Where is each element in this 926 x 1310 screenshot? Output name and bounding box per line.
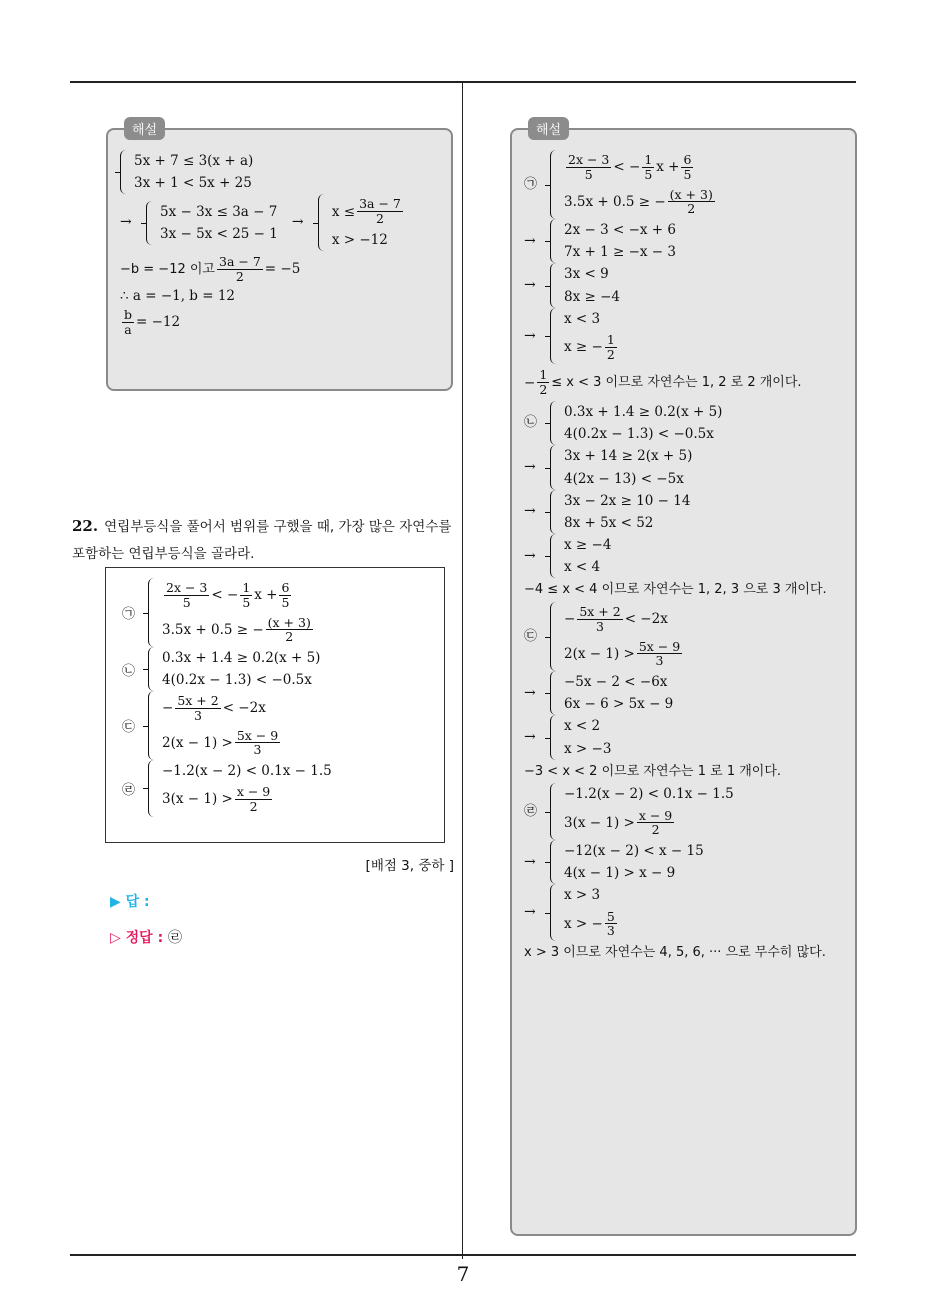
ratio-right: = −12	[136, 313, 181, 330]
numerator: x − 9	[236, 784, 271, 799]
line	[564, 185, 717, 220]
arrow-icon: →	[524, 547, 536, 564]
sol-a-3	[524, 263, 845, 307]
b-line-left: −b = −12 이고	[120, 261, 215, 277]
numerator: 2x − 3	[568, 152, 610, 167]
text: < −2x	[222, 700, 266, 717]
choice-mark: ㉢	[524, 628, 538, 644]
brace	[318, 194, 326, 251]
text: < −	[211, 587, 239, 604]
line: 2x − 3 < −x + 6	[564, 222, 676, 238]
numerator: 1	[539, 367, 548, 383]
choice4-line2	[162, 782, 332, 817]
line	[564, 602, 684, 637]
brace	[550, 715, 558, 759]
fraction	[240, 581, 252, 610]
numerator: 1	[242, 580, 251, 595]
numerator: 5	[606, 908, 615, 924]
sol-d-conclusion: x > 3 이므로 자연수는 4, 5, 6, ··· 으로 무수히 많다.	[524, 945, 826, 961]
numerator: 2x − 3	[166, 580, 208, 595]
sol-d-2	[524, 840, 845, 884]
choice-mark: ㉡	[524, 415, 538, 431]
brace	[550, 602, 558, 671]
sol-d-3	[524, 884, 845, 941]
choice1-line2	[162, 613, 315, 648]
sol-d-1	[524, 783, 845, 840]
sol-b-3	[524, 490, 845, 534]
line: 3x − 2x ≥ 10 − 14	[564, 492, 691, 509]
line: x > 3	[564, 887, 601, 904]
line: 4(0.2x − 1.3) < −0.5x	[564, 426, 714, 443]
choices-content	[122, 578, 332, 817]
sys2-line2: 3x − 5x < 25 − 1	[160, 225, 278, 242]
text: x > −	[564, 915, 603, 932]
sol-a-1	[524, 150, 845, 219]
line	[564, 150, 717, 185]
fraction	[668, 188, 715, 217]
brace	[148, 578, 156, 647]
denominator: 3	[253, 742, 262, 758]
line: x < 2	[564, 718, 601, 735]
line: −5x − 2 < −6x	[564, 674, 668, 691]
line: 7x + 1 ≥ −x − 3	[564, 244, 676, 261]
top-rule	[70, 81, 856, 83]
fraction	[235, 785, 272, 814]
sol-a-conclusion	[524, 368, 845, 397]
choice3-line1	[162, 691, 282, 726]
fraction	[217, 255, 263, 284]
denominator: 2	[651, 822, 660, 838]
sol-b-conclusion: −4 ≤ x < 4 이므로 자연수는 1, 2, 3 으로 3 개이다.	[524, 582, 827, 598]
sol-c-1	[524, 602, 845, 671]
choice3-line2	[162, 726, 282, 761]
choice-mark: ㉠	[122, 607, 136, 622]
fraction	[577, 605, 622, 634]
text: x ≥ −	[564, 339, 603, 356]
arrow-icon: →	[120, 214, 132, 231]
denominator: 2	[235, 268, 244, 284]
question-text: 연립부등식을 풀어서 범위를 구했을 때, 가장 많은 자연수를 포함하는 연립부등식을 골라라.	[72, 519, 452, 562]
arrow-icon: →	[524, 684, 536, 701]
line: x < 3	[564, 310, 601, 327]
denominator: 5	[584, 166, 593, 182]
brace	[550, 534, 558, 578]
choice-mark: ㉡	[122, 663, 136, 679]
numerator: 3a − 7	[359, 196, 401, 212]
fraction	[175, 694, 220, 723]
line: −12(x − 2) < x − 15	[564, 843, 704, 860]
text: 3(x − 1) >	[564, 814, 635, 831]
brace	[120, 150, 128, 194]
denominator: 5	[281, 594, 290, 610]
numerator: 5x + 2	[177, 693, 219, 708]
fraction	[605, 910, 617, 939]
numerator: 5x + 2	[579, 604, 621, 620]
fraction	[605, 333, 617, 362]
numerator: 6	[683, 152, 692, 167]
arrow-icon: →	[524, 459, 536, 476]
text: 3.5x + 0.5 ≥ −	[162, 621, 264, 638]
column-divider	[462, 83, 463, 1259]
text: x +	[656, 159, 680, 176]
fraction	[537, 368, 549, 397]
numerator: 5x − 9	[236, 727, 279, 743]
therefore-line: ∴ a = −1, b = 12	[120, 287, 236, 304]
arrow-icon: →	[524, 904, 536, 921]
line	[564, 637, 684, 672]
system-2-3	[120, 194, 441, 251]
line: x < 4	[564, 559, 601, 576]
denominator: 2	[285, 629, 294, 645]
line: 3x + 14 ≥ 2(x + 5)	[564, 448, 693, 465]
sys1-line2: 3x + 1 < 5x + 25	[134, 175, 252, 192]
arrow-icon: →	[524, 327, 536, 344]
b-line	[120, 255, 441, 284]
fraction	[357, 197, 403, 226]
denominator: 5	[683, 166, 692, 182]
denominator: 2	[375, 211, 384, 227]
numerator: (x + 3)	[267, 614, 311, 630]
text: −	[524, 374, 536, 391]
line	[564, 907, 619, 942]
text: x +	[254, 587, 278, 604]
sol-a-2	[524, 219, 845, 263]
arrow-icon: →	[291, 214, 304, 231]
sol-b-4	[524, 534, 845, 578]
page-number: 7	[456, 1262, 470, 1286]
choice-2	[122, 647, 332, 691]
denominator: 5	[644, 166, 653, 182]
brace	[550, 783, 558, 840]
text: −	[162, 700, 174, 717]
fraction	[681, 153, 693, 182]
sol-c-3	[524, 715, 845, 759]
line: 4(x − 1) > x − 9	[564, 865, 676, 882]
text: 3(x − 1) >	[162, 791, 233, 808]
numerator: 5x − 9	[638, 638, 681, 654]
line: x > −3	[564, 740, 612, 757]
line: 8x ≥ −4	[564, 288, 620, 305]
line: 4(2x − 13) < −5x	[564, 470, 684, 487]
denominator: 2	[249, 798, 258, 814]
sol-c-2	[524, 671, 845, 715]
line: x ≥ −4	[564, 537, 612, 554]
choice-mark: ㉣	[122, 782, 136, 798]
sol-a-4	[524, 308, 845, 365]
brace	[550, 219, 558, 263]
choice-mark: ㉠	[524, 176, 538, 192]
arrow-icon: →	[524, 503, 536, 520]
sol-b-2	[524, 445, 845, 489]
line	[564, 330, 619, 365]
brace	[148, 691, 156, 760]
denominator: 3	[194, 707, 202, 723]
b-line-right: = −5	[264, 261, 301, 278]
sys3-line2: x > −12	[331, 231, 388, 248]
line: 3x < 9	[564, 266, 609, 283]
left-solution-box	[106, 123, 453, 391]
text: 2(x − 1) >	[564, 645, 635, 662]
text: 2(x − 1) >	[162, 734, 233, 751]
denominator: 2	[606, 346, 615, 362]
choice1-line1	[162, 578, 315, 613]
denominator: 3	[606, 923, 615, 939]
sys2-line1: 5x − 3x ≤ 3a − 7	[160, 203, 278, 220]
solution-tag: 해설	[124, 117, 165, 140]
solution-tag: 해설	[528, 117, 569, 140]
fraction	[122, 308, 134, 337]
correct-answer-value: ㉣	[168, 930, 183, 946]
choice-mark: ㉣	[524, 803, 538, 819]
denominator: 2	[539, 382, 548, 398]
brace	[550, 671, 558, 715]
numerator: b	[124, 306, 133, 322]
correct-answer	[110, 927, 182, 947]
line	[564, 806, 734, 841]
right-solution-content	[524, 150, 845, 965]
numerator: 3a − 7	[219, 254, 261, 270]
text: ≤ x < 3 이므로 자연수는 1, 2 로 2 개이다.	[551, 374, 802, 390]
arrow-icon: →	[524, 729, 536, 746]
denominator: 3	[596, 618, 604, 634]
choice-mark: ㉢	[122, 720, 136, 735]
left-solution-content	[120, 150, 441, 340]
choice-3	[122, 691, 332, 760]
ratio-line	[120, 308, 441, 337]
brace	[148, 760, 156, 817]
points-label: [배점 3, 중하 ]	[365, 858, 454, 874]
fraction	[235, 729, 280, 758]
numerator: x − 9	[638, 807, 673, 823]
sol-b-1	[524, 401, 845, 445]
fraction	[637, 640, 682, 669]
denominator: a	[124, 321, 132, 337]
denominator: 2	[687, 201, 696, 217]
denominator: 5	[242, 594, 251, 610]
choice-1	[122, 578, 332, 647]
correct-answer-label: ▷ 정답 :	[110, 930, 164, 946]
line: −1.2(x − 2) < 0.1x − 1.5	[564, 786, 734, 803]
brace	[550, 884, 558, 941]
brace	[550, 263, 558, 307]
choice4-line1: −1.2(x − 2) < 0.1x − 1.5	[162, 763, 332, 779]
right-solution-box	[510, 123, 857, 1236]
text: < −	[613, 159, 641, 176]
arrow-icon: →	[524, 853, 536, 870]
fraction	[279, 581, 291, 610]
sys3-line1	[332, 194, 405, 229]
choices-box	[105, 567, 445, 843]
denominator: 5	[182, 594, 191, 610]
fraction	[642, 153, 654, 182]
bottom-rule	[70, 1254, 856, 1256]
system-1	[120, 150, 441, 194]
brace	[550, 445, 558, 489]
brace	[148, 647, 156, 691]
numerator: 1	[606, 331, 615, 347]
question-22	[72, 512, 452, 567]
numerator: 6	[281, 580, 290, 595]
line: 8x + 5x < 52	[564, 514, 654, 531]
sys3-line1-left: x ≤	[331, 203, 356, 220]
brace	[146, 201, 154, 245]
choice-4	[122, 760, 332, 817]
line: 0.3x + 1.4 ≥ 0.2(x + 5)	[564, 403, 723, 420]
text: −	[564, 611, 576, 628]
fraction	[637, 809, 674, 838]
text: < −2x	[624, 611, 668, 628]
numerator: 1	[644, 152, 653, 167]
brace	[550, 840, 558, 884]
sol-c-conclusion: −3 < x < 2 이므로 자연수는 1 로 1 개이다.	[524, 763, 782, 779]
fraction	[164, 581, 209, 610]
brace	[550, 308, 558, 365]
sys1-line1: 5x + 7 ≤ 3(x + a)	[134, 153, 254, 169]
brace	[550, 401, 558, 445]
line: 6x − 6 > 5x − 9	[564, 696, 674, 713]
text: 3.5x + 0.5 ≥ −	[564, 193, 666, 210]
arrow-icon: →	[524, 232, 536, 249]
brace	[550, 150, 558, 219]
choice2-line1: 0.3x + 1.4 ≥ 0.2(x + 5)	[162, 650, 321, 666]
question-number: 22.	[72, 517, 99, 535]
arrow-icon: →	[524, 277, 536, 294]
answer-field[interactable]: ▶ 답 :	[110, 894, 150, 910]
brace	[550, 490, 558, 534]
fraction	[566, 153, 611, 182]
choice2-line2: 4(0.2x − 1.3) < −0.5x	[162, 672, 312, 688]
denominator: 3	[655, 653, 664, 669]
fraction	[266, 616, 313, 645]
numerator: (x + 3)	[669, 186, 713, 202]
